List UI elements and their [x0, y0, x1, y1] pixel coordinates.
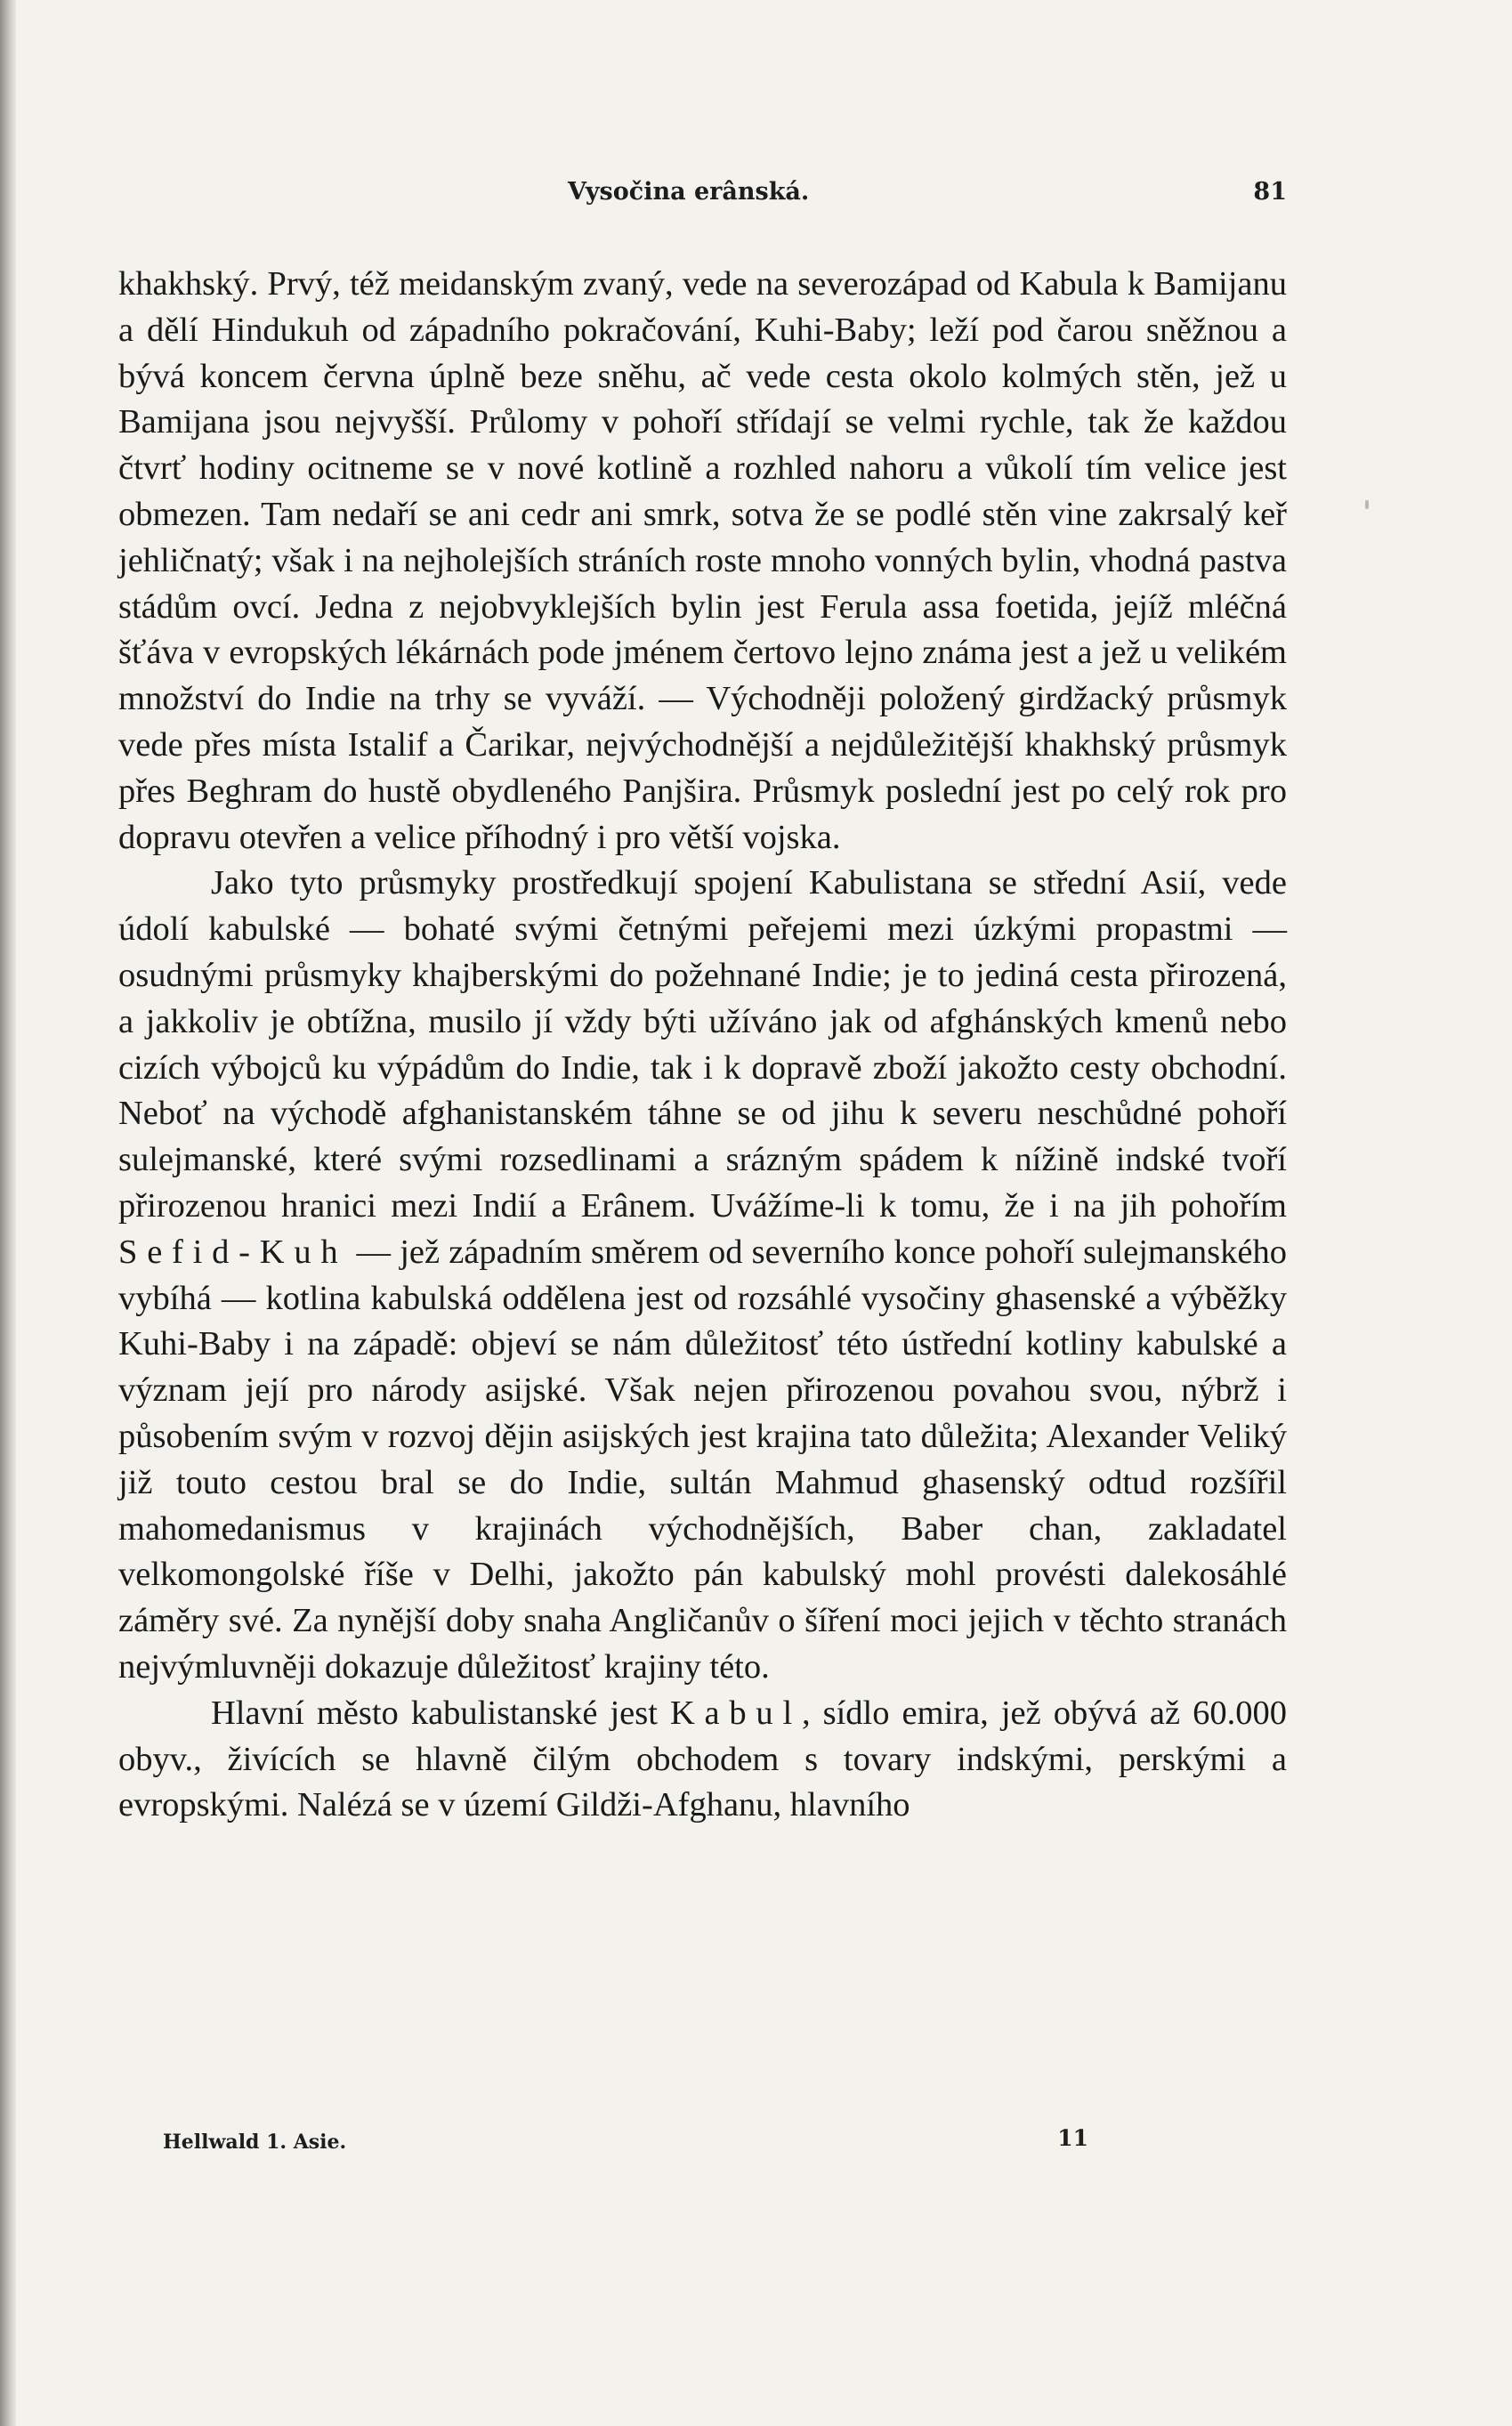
spaced-term-kabul: Kabul	[669, 1694, 802, 1732]
book-spine-shadow	[0, 0, 16, 2426]
running-title: Vysočina erânská.	[568, 178, 810, 206]
paper-speck	[1365, 500, 1369, 509]
paragraph-text: Jako tyto průsmyky prostředkují spojení Kabulistana se střední Asií, vede údolí kabulské — bohaté svými četnými peřejemi mezi úzkými propastmi — osudnými průsmyky khajberskými do požehnané Indie; je to jediná cesta přirozená, a jakkoliv je obtížna, musilo jí vždy býti užíváno jak od afghánských kmenů nebo cizích výbojců ku výpádům do Indie, tak i k dopravě zboží jakožto cesty obchodní. Neboť na východě afghanistanském táhne se od jihu k severu neschůdné pohoří sulejmanské, které svými rozsedlinami a srázným spádem k nížině indské tvoří přirozenou hranici mezi Indií a Erânem. Uvážíme-li k tomu, že i na jih pohořím	[118, 864, 1287, 1225]
paragraph-text: , sídlo emira, jež obývá až 60.000 obyv., živících se hlavně čilým obchodem s tovary indskými, perskými a evropskými. Nalézá se v území Gildži-Afghanu, hlavního	[118, 1694, 1287, 1824]
paragraph-text: khakhský. Prvý, též meidanským zvaný, vede na severozápad od Kabula k Bamijanu a dělí Hindukuh od západního pokračování, Kuhi-Baby; leží pod čarou sněžnou a bývá koncem června úplně beze sněhu, ač vede cesta okolo kolmých stěn, jež u Bamijana jsou nejvyšší. Průlomy v pohoří střídají se velmi rychle, tak že každou čtvrť hodiny ocitneme se v nové kotlině a rozhled nahoru a vůkolí tím velice jest obmezen. Tam nedaří se ani cedr ani smrk, sotva že se podlé stěn vine zakrsalý keř jehličnatý; však i na nejholejších stráních roste mnoho vonných bylin, vhodná pastva stádům ovcí. Jedna z nejobvyklejších bylin jest Ferula assa foetida, jejíž mléčná šťáva v evropských lékárnách pode jménem čertovo lejno známa jest a jež u velikém množství do Indie na trhy se vyváží. — Východněji položený girdžacký průsmyk vede přes místa Istalif a Čarikar, nejvýchodnější a nejdůležitější khakhský průsmyk přes Beghram do hustě obydleného Panjšira. Průsmyk poslední jest po celý rok pro dopravu otevřen a velice příhodný i pro větší vojska.	[118, 265, 1287, 856]
paragraph-text: — jež západním směrem od severního konce pohoří sulejmanského vybíhá — kotlina kabulská oddělena jest od rozsáhlé vysočiny ghasenské a výběžky Kuhi-Baby i na západě: objeví se nám důležitosť této ústřední kotliny kabulské a význam její pro národy asijské. Však nejen přirozenou povahou svou, nýbrž i působením svým v rozvoj dějin asijských jest krajina tato důležita; Alexander Veliký již touto cestou bral se do Indie, sultán Mahmud ghasenský odtud rozšířil mahomedanismus v krajinách východnějších, Baber chan, zakladatel velkomongolské říše v Delhi, jakožto pán kabulský mohl provésti dalekosáhlé záměry své. Za nynější doby snaha Angličanův o šíření moci jejich v těchto stranách nejvýmluvněji dokazuje důležitosť krajiny této.	[118, 1233, 1287, 1686]
sheet-number: 11	[1057, 2125, 1088, 2151]
page-number: 81	[1253, 178, 1287, 206]
book-page	[16, 0, 1512, 2426]
paragraph-text: Hlavní město kabulistanské jest	[211, 1694, 670, 1732]
page-footer	[163, 2125, 1088, 2157]
printer-signature: Hellwald 1. Asie.	[163, 2131, 347, 2154]
body-text	[118, 262, 1287, 1829]
paragraph	[118, 262, 1287, 861]
spaced-term-sefid-kuh: Sefid-Kuh	[118, 1233, 348, 1271]
paragraph	[118, 861, 1287, 1690]
page-header	[568, 178, 1287, 214]
paragraph	[118, 1691, 1287, 1829]
